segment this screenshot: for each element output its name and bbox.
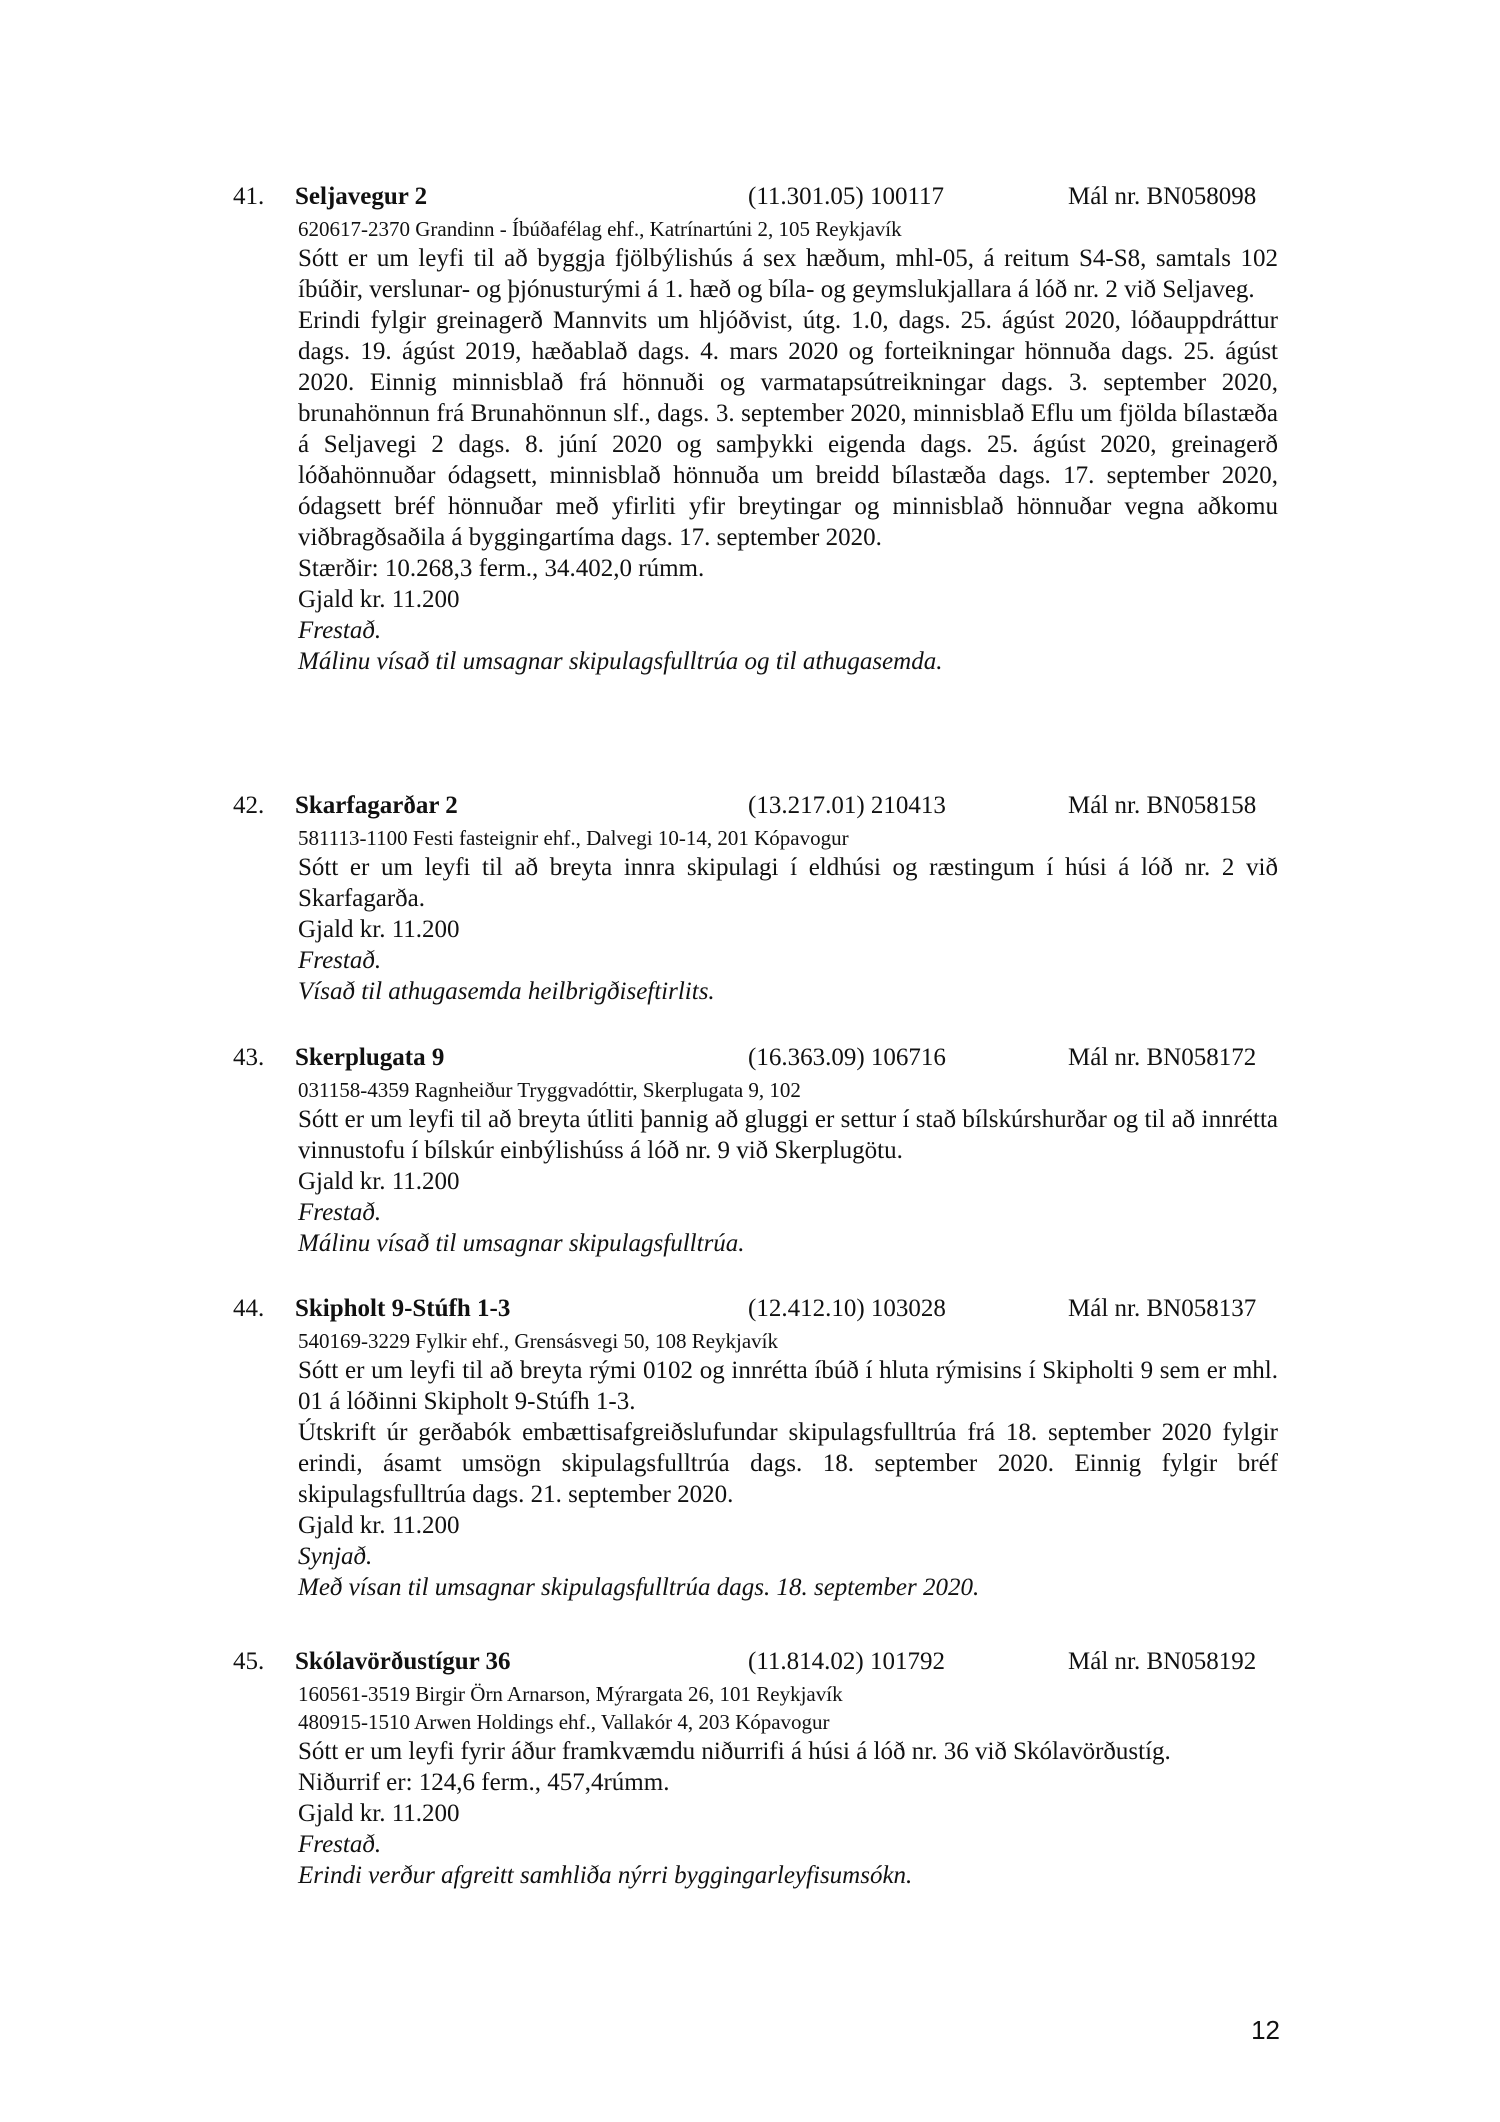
case-number: 42. (233, 792, 265, 819)
decision-note: Vísað til athugasemda heilbrigðiseftirlits. (298, 978, 715, 1005)
case-header (0, 788, 1500, 824)
case-number: 44. (233, 1295, 265, 1322)
demolition-size-line: Niðurrif er: 124,6 ferm., 457,4rúmm. (298, 1769, 670, 1796)
fee-line: Gjald kr. 11.200 (298, 1512, 460, 1539)
fee-line: Gjald kr. 11.200 (298, 1800, 460, 1827)
applicant: 031158-4359 Ragnheiður Tryggvadóttir, Skerplugata 9, 102 (298, 1078, 801, 1102)
decision-note: Málinu vísað til umsagnar skipulagsfulltrúa og til athugasemda. (298, 648, 943, 675)
sizes-line: Stærðir: 10.268,3 ferm., 34.402,0 rúmm. (298, 555, 705, 582)
property-reference: (11.301.05) 100117 (748, 183, 945, 210)
decision: Frestað. (298, 1831, 382, 1858)
description-paragraph: Sótt er um leyfi til að byggja fjölbýlishús á sex hæðum, mhl-05, á reitum S4-S8, samtals 102 íbúðir, verslunar- og þjónusturými á 1. hæð og bíla- og geymslukjallara á lóð nr. 2 við Seljaveg. (298, 245, 1278, 303)
case-header (0, 1644, 1500, 1680)
decision: Frestað. (298, 617, 382, 644)
property-reference: (11.814.02) 101792 (748, 1648, 945, 1675)
case-number: 41. (233, 183, 265, 210)
case-body (298, 1076, 1278, 1259)
decision-note: Erindi verður afgreitt samhliða nýrri byggingarleyfisumsókn. (298, 1862, 913, 1889)
case-id: Mál nr. BN058192 (1068, 1648, 1257, 1675)
description-paragraph: Erindi fylgir greinagerð Mannvits um hljóðvist, útg. 1.0, dags. 25. ágúst 2020, lóðauppdráttur dags. 19. ágúst 2019, hæðablað dags. 4. mars 2020 og forteikningar hönnuða dags. 25. ágúst 2020. Einnig minnisblað frá hönnuði og varmatapsútreikningar dags. 3. september 2020, brunahönnun frá Brunahönnun slf., dags. 3. september 2020, minnisblað Eflu um fjölda bílastæða á Seljavegi 2 dags. 8. júní 2020 og samþykki eigenda dags. 25. ágúst 2020, greinagerð lóðahönnuðar ódagsett, minnisblað hönnuða um breidd bílastæða dags. 17. september 2020, ódagsett bréf hönnuðar með yfirliti yfir breytingar og minnisblað hönnuðar vegna aðkomu viðbragðsaðila á byggingartíma dags. 17. september 2020. (298, 307, 1278, 551)
case-id: Mál nr. BN058172 (1068, 1044, 1257, 1071)
description-paragraph: Sótt er um leyfi fyrir áður framkvæmdu niðurrifi á húsi á lóð nr. 36 við Skólavörðustíg. (298, 1738, 1171, 1765)
case-address: Skipholt 9-Stúfh 1-3 (295, 1295, 511, 1322)
decision: Synjað. (298, 1543, 373, 1570)
applicant: 581113-1100 Festi fasteignir ehf., Dalvegi 10-14, 201 Kópavogur (298, 826, 849, 850)
case-body (298, 215, 1278, 677)
case-body (298, 1327, 1278, 1603)
applicant: 160561-3519 Birgir Örn Arnarson, Mýrargata 26, 101 Reykjavík (298, 1682, 843, 1706)
fee-line: Gjald kr. 11.200 (298, 916, 460, 943)
decision-note: Með vísan til umsagnar skipulagsfulltrúa dags. 18. september 2020. (298, 1574, 980, 1601)
case-header (0, 179, 1500, 215)
decision-note: Málinu vísað til umsagnar skipulagsfulltrúa. (298, 1230, 745, 1257)
decision: Frestað. (298, 1199, 382, 1226)
case-entry (0, 1040, 1500, 1259)
case-number: 43. (233, 1044, 265, 1071)
description-paragraph: Sótt er um leyfi til að breyta rými 0102 og innrétta íbúð í hluta rýmisins í Skipholti 9 sem er mhl. 01 á lóðinni Skipholt 9-Stúfh 1-3. (298, 1357, 1278, 1415)
property-reference: (12.412.10) 103028 (748, 1295, 946, 1322)
description-paragraph: Sótt er um leyfi til að breyta innra skipulagi í eldhúsi og ræstingum í húsi á lóð nr. 2 við Skarfagarða. (298, 854, 1278, 912)
case-address: Seljavegur 2 (295, 183, 428, 210)
case-id: Mál nr. BN058137 (1068, 1295, 1257, 1322)
description-paragraph: Útskrift úr gerðabók embættisafgreiðslufundar skipulagsfulltrúa frá 18. september 2020 fylgir erindi, ásamt umsögn skipulagsfulltrúa dags. 18. september 2020. Einnig fylgir bréf skipulagsfulltrúa dags. 21. september 2020. (298, 1419, 1278, 1508)
applicant: 620617-2370 Grandinn - Íbúðafélag ehf., Katrínartúni 2, 105 Reykjavík (298, 217, 902, 241)
case-entry (0, 1291, 1500, 1603)
case-entry (0, 788, 1500, 1007)
case-header (0, 1040, 1500, 1076)
case-address: Skólavörðustígur 36 (295, 1648, 511, 1675)
case-id: Mál nr. BN058158 (1068, 792, 1257, 819)
description-paragraph: Sótt er um leyfi til að breyta útliti þannig að gluggi er settur í stað bílskúrshurðar og til að innrétta vinnustofu í bílskúr einbýlishúss á lóð nr. 9 við Skerplugötu. (298, 1106, 1278, 1164)
applicant: 480915-1510 Arwen Holdings ehf., Vallakór 4, 203 Kópavogur (298, 1710, 830, 1734)
case-entry (0, 1644, 1500, 1891)
case-address: Skarfagarðar 2 (295, 792, 458, 819)
case-id: Mál nr. BN058098 (1068, 183, 1257, 210)
decision: Frestað. (298, 947, 382, 974)
property-reference: (16.363.09) 106716 (748, 1044, 946, 1071)
case-body (298, 1680, 1278, 1891)
property-reference: (13.217.01) 210413 (748, 792, 946, 819)
case-number: 45. (233, 1648, 265, 1675)
page-number: 12 (1251, 2015, 1280, 2045)
applicant: 540169-3229 Fylkir ehf., Grensásvegi 50, 108 Reykjavík (298, 1329, 779, 1353)
case-entry (0, 179, 1500, 677)
case-address: Skerplugata 9 (295, 1044, 445, 1071)
case-body (298, 824, 1278, 1007)
fee-line: Gjald kr. 11.200 (298, 1168, 460, 1195)
fee-line: Gjald kr. 11.200 (298, 586, 460, 613)
case-header (0, 1291, 1500, 1327)
